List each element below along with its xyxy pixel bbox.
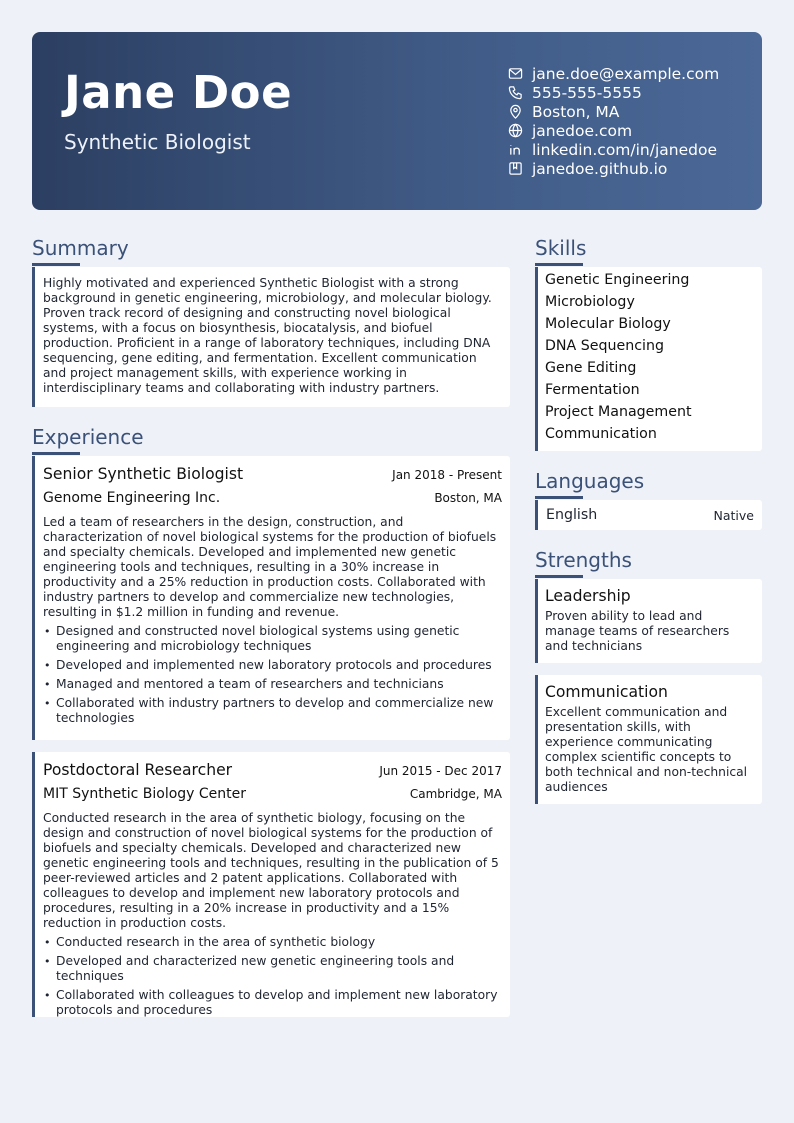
strength-title: Leadership [545,587,631,605]
contact-list [508,64,719,178]
job-location: Boston, MA [434,491,502,505]
job-summary: Led a team of researchers in the design, construction, and characterization of novel biological systems for the production of biofuels and specialty chemicals. Developed and implemented new genetic engineering tools and techniques, resulting in a 30% increase in productivity and a 25% reduction in production costs. Collaborated with industry partners to develop and commercialize new technologies, resulting in $1.2 million in funding and revenue. [43,515,497,619]
contact-location [508,102,719,121]
contact-linkedin[interactable] [508,140,719,159]
job-bullet: • Developed and characterized new genetic engineering tools and techniques [43,954,502,984]
experience-item [32,456,510,740]
job-header [43,465,502,483]
skills-heading: Skills [535,236,587,260]
language-row [538,500,762,530]
job-bullet: • Designed and constructed novel biological systems using genetic engineering and microbiology techniques [43,624,502,654]
job-company: MIT Synthetic Biology Center [43,786,247,802]
summary-heading: Summary [32,236,129,260]
job-bullet: • Managed and mentored a team of researchers and technicians [43,677,502,692]
strength-desc: Proven ability to lead and manage teams of researchers and technicians [545,609,730,653]
job-bullet: • Developed and implemented new laboratory protocols and procedures [43,658,502,673]
contact-phone-text: 555-555-5555 [532,83,642,102]
summary-text: Highly motivated and experienced Synthetic Biologist with a strong background in genetic engineering, microbiology, and molecular biology. Proven track record of designing and constructing novel biological systems, with a focus on biosynthesis, biocatalysis, and biofuel production. Proficient in a range of laboratory techniques, including DNA sequencing, gene editing, and fermentation. Excellent communication and project management skills, with experience working in interdisciplinary teams and collaborating with industry partners. [43,276,492,395]
job-bullets [43,935,502,1018]
contact-github[interactable] [508,159,719,178]
contact-website[interactable] [508,121,719,140]
job-bullets [43,624,502,726]
experience-heading: Experience [32,425,144,449]
job-dates: Jun 2015 - Dec 2017 [379,764,502,778]
languages-heading: Languages [535,469,645,493]
contact-website-text: janedoe.com [532,121,633,140]
phone-icon [508,85,523,100]
skill-item: Fermentation [545,382,640,398]
contact-location-text: Boston, MA [532,102,620,121]
skill-item: Genetic Engineering [545,272,690,288]
job-subheader [43,786,502,802]
job-dates: Jan 2018 - Present [392,468,502,482]
globe-icon [508,123,523,138]
language-level: Native [713,507,754,523]
job-bullet: • Collaborated with colleagues to develop and implement new laboratory protocols and procedures [43,988,502,1018]
experience-item [32,752,510,1017]
skill-item: Gene Editing [545,360,637,376]
resume-header [32,32,762,210]
job-title: Postdoctoral Researcher [43,761,233,779]
skill-item: Molecular Biology [545,316,671,332]
contact-github-text: janedoe.github.io [532,159,668,178]
skill-item: Communication [545,426,657,442]
job-header [43,761,502,779]
job-bullet: • Collaborated with industry partners to develop and commercialize new technologies [43,696,502,726]
contact-phone[interactable] [508,83,719,102]
strength-card [535,579,762,663]
linkedin-icon [508,142,523,157]
contact-email-text: jane.doe@example.com [532,64,720,83]
skills-card [535,267,762,451]
strengths-heading: Strengths [535,548,632,572]
job-bullet: • Conducted research in the area of synthetic biology [43,935,502,950]
job-subheader [43,490,502,506]
summary-card [32,267,510,407]
candidate-role: Synthetic Biologist [64,130,251,154]
skill-item: DNA Sequencing [545,338,664,354]
location-pin-icon [508,104,523,119]
skill-item: Project Management [545,404,692,420]
contact-linkedin-text: linkedin.com/in/janedoe [532,140,717,159]
job-title: Senior Synthetic Biologist [43,465,244,483]
language-name: English [546,507,598,523]
candidate-name: Jane Doe [64,66,293,119]
strength-desc: Excellent communication and presentation skills, with experience communicating complex scientific concepts to both technical and non-technical audiences [545,705,748,794]
job-company: Genome Engineering Inc. [43,490,221,506]
strength-title: Communication [545,683,668,701]
languages-card [535,500,762,530]
contact-email[interactable] [508,64,719,83]
portfolio-icon [508,161,523,176]
job-location: Cambridge, MA [409,787,502,801]
strength-card [535,675,762,804]
skill-item: Microbiology [545,294,635,310]
mail-icon [508,66,523,81]
job-summary: Conducted research in the area of synthetic biology, focusing on the design and construction of novel biological systems for the production of biofuels and specialty chemicals. Developed and characterized new genetic engineering tools and techniques, resulting in the publication of 5 peer-reviewed articles and 2 patent applications. Collaborated with colleagues to develop and implement new laboratory protocols and procedures, resulting in a 20% increase in productivity and a 15% reduction in production costs. [43,811,499,930]
